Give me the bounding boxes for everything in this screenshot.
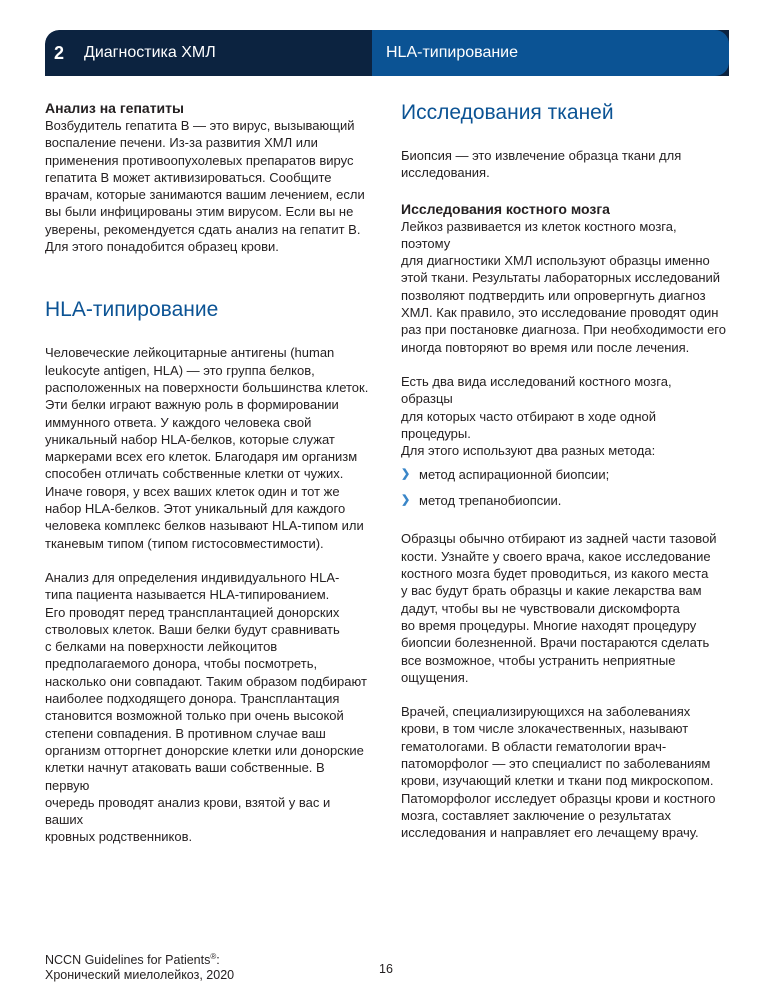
hepatitis-heading: Анализ на гепатиты <box>45 100 184 116</box>
footer-colon: : <box>216 953 220 968</box>
marrow-paragraph-3: Образцы обычно отбирают из задней части тазовой кости. Узнайте у своего врача, какое исследование костного мозга будет проводиться, из какого места у вас будут брать образцы и какие лекарства вам дадут, чтобы вы не чувствовали дискомфорта во время процедуры. Многие находят процедуру биопсии болезненной. Врачи постараются сделать все возможное, чтобы устранить неприятные ощущения. <box>401 531 717 685</box>
section-title: HLA-типирование <box>372 30 729 76</box>
list-item <box>401 466 726 483</box>
list-item <box>401 492 726 509</box>
left-column <box>45 100 370 846</box>
hla-paragraph-1: Человеческие лейкоцитарные антигены (human leukocyte antigen, HLA) — это группа белков, расположенных на поверхности большинства клеток. Эти белки играют важную роль в формировании иммунного ответа. У каждого человека свой уникальный набор HLA-белков, которые служат маркерами всех его клеток. Благодаря им организм способен отличать собственные клетки от чужих. Иначе говоря, у всех ваших клеток один и тот же набор HLA-белков. Этот уникальный для каждого человека комплекс белков называют HLA-типом или тканевым типом (типом гистосовместимости). <box>45 345 369 551</box>
chapter-number: 2 <box>54 42 65 63</box>
chevron-right-icon: ❯ <box>401 468 411 481</box>
chapter-title: Диагностика ХМЛ <box>84 44 216 61</box>
chapter-header-left <box>45 30 372 76</box>
chevron-right-icon: ❯ <box>401 494 411 507</box>
biopsy-methods-list <box>401 466 726 509</box>
footer-guidelines: NCCN Guidelines for Patients <box>45 953 211 968</box>
right-column <box>401 100 726 842</box>
hla-paragraph-2: Анализ для определения индивидуального HLA- типа пациента называется HLA-типированием. Его проводят перед трансплантацией донорских стволовых клеток. Ваши белки будут сравнивать с белками на поверхности лейкоцитов предполагаемого донора, чтобы посмотреть, насколько они совпадают. Таким образом подбирают наиболее подходящего донора. Трансплантация становится возможной только при очень высокой степени совпадения. В противном случае ваш организм отторгнет донорские клетки или донорские клетки начнут атаковать ваши собственные. В первую очередь проводят анализ крови, взятой у вас и ваших кровных родственников. <box>45 569 367 845</box>
registered-mark: ® <box>210 952 217 961</box>
biopsy-text: Биопсия — это извлечение образца ткани для исследования. <box>401 148 682 181</box>
method-1: метод аспирационной биопсии; <box>419 467 610 483</box>
marrow-paragraph-2: Есть два вида исследований костного мозга, образцы для которых часто отбирают в ходе одной процедуры. Для этого используют два разных метода: <box>401 373 672 459</box>
tissue-heading: Исследования тканей <box>401 101 614 124</box>
hepatitis-text: Возбудитель гепатита B — это вирус, вызывающий воспаление печени. Из-за развития ХМЛ или применения противоопухолевых препаратов вирус гепатита B может активизироваться. Сообщите врачам, которые занимаются вашим лечением, если вы были инфицированы этим вирусом. Если вы не уверены, рекомендуется сдать анализ на гепатит B. Для этого понадобится образец крови. <box>45 118 365 255</box>
section-header-right <box>372 30 729 76</box>
marrow-heading: Исследования костного мозга <box>401 200 610 217</box>
footer-source <box>45 949 234 983</box>
page-number: 16 <box>379 962 393 976</box>
hla-heading: HLA-типирование <box>45 298 219 322</box>
chapter-header <box>45 30 729 76</box>
method-2: метод трепанобиопсии. <box>419 493 562 509</box>
footer-subtitle: Хронический миелолейкоз, 2020 <box>45 968 235 983</box>
marrow-paragraph-4: Врачей, специализирующихся на заболеваниях крови, в том числе злокачественных, называют гематологами. В области гематологии врач- патоморфолог — это специалист по заболеваниям крови, изучающий клетки и ткани под микроскопом. Патоморфолог исследует образцы крови и костного мозга, составляет заключение о результатах исследования и направляет его лечащему врачу. <box>401 704 716 841</box>
marrow-paragraph-1: Лейкоз развивается из клеток костного мозга, поэтому для диагностики ХМЛ используют образцы именно этой ткани. Результаты лабораторных исследований позволяют подтвердить или опровергнуть диагноз ХМЛ. Как правило, это исследование проводят один раз при постановке диагноза. При необходимости его иногда повторяют во время или после лечения. <box>401 218 726 355</box>
